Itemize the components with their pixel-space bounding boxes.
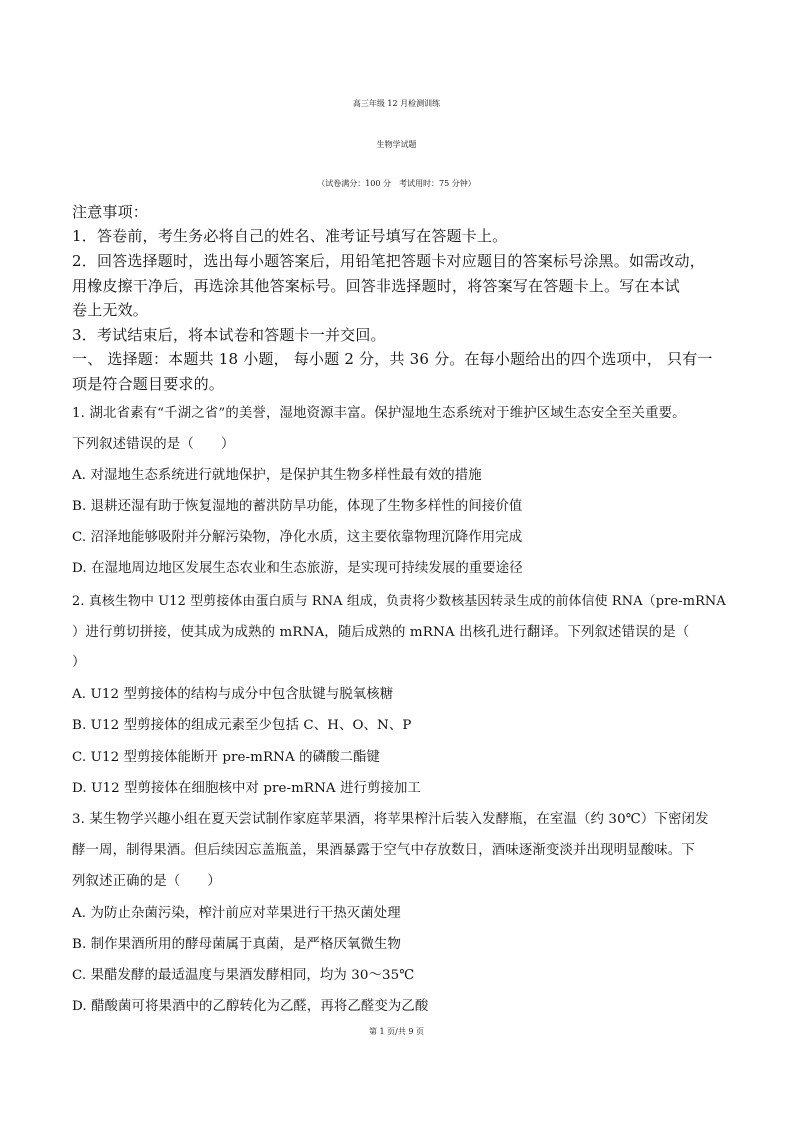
question-stem: 下列叙述错误的是（ ） (72, 437, 235, 452)
question-stem: ）进行剪切拼接，使其成为成熟的 mRNA，随后成熟的 mRNA 出核孔进行翻译。下列叙述错误的是（ (72, 625, 690, 640)
subject-title: 生物学试题 (376, 140, 417, 149)
note-line: 2．回答选择题时，选出每小题答案后，用铅笔把答题卡对应题目的答案标号涂黑。如需改动， (72, 252, 705, 270)
answer-option: B. 制作果酒所用的酵母菌属于真菌，是严格厌氧微生物 (72, 937, 401, 952)
answer-option: C. U12 型剪接体能断开 pre-mRNA 的磷酸二酯键 (72, 750, 381, 765)
question-stem: 3. 某生物学兴趣小组在夏天尝试制作家庭苹果酒，将苹果榨汁后装入发酵瓶，在室温（约 30℃）下密闭发 (72, 812, 709, 827)
answer-option: A. 为防止杂菌污染，榨汁前应对苹果进行干热灭菌处理 (72, 906, 401, 921)
answer-option: B. 退耕还湿有助于恢复湿地的蓄洪防旱功能，体现了生物多样性的间接价值 (72, 499, 523, 514)
notes-heading: 注意事项： (72, 203, 149, 221)
answer-option: D. 醋酸菌可将果酒中的乙醇转化为乙醛，再将乙醛变为乙酸 (72, 999, 429, 1014)
question-stem: 酵一周，制得果酒。但后续因忘盖瓶盖，果酒暴露于空气中存放数日，酒味逐渐变淡并出现明显酸味。下 (72, 843, 695, 858)
section-heading: 一、 选择题：本题共 18 小题， 每小题 2 分，共 36 分。在每小题给出的四个选项中， 只有一 (72, 350, 713, 368)
section-heading: 项是符合题目要求的。 (72, 375, 225, 393)
answer-option: C. 沼泽地能够吸附并分解污染物，净化水质，这主要依靠物理沉降作用完成 (72, 530, 523, 545)
exam-title: 高三年级 12 月检测训练 (352, 99, 441, 108)
question-stem: 2. 真核生物中 U12 型剪接体由蛋白质与 RNA 组成，负责将少数核基因转录生成的前体信使 RNA（pre-mRNA (72, 594, 726, 609)
exam-info: （试卷满分：100 分 考试用时：75 分钟） (317, 179, 476, 188)
answer-option: D. U12 型剪接体在细胞核中对 pre-mRNA 进行剪接加工 (72, 781, 422, 796)
answer-option: D. 在湿地周边地区发展生态农业和生态旅游，是实现可持续发展的重要途径 (72, 561, 523, 576)
note-line: 用橡皮擦干净后，再选涂其他答案标号。回答非选择题时，将答案写在答题卡上。写在本试 (72, 277, 681, 295)
note-line: 1．答卷前，考生务必将自己的姓名、准考证号填写在答题卡上。 (72, 227, 508, 245)
answer-option: A. U12 型剪接体的结构与成分中包含肽键与脱氧核糖 (72, 687, 394, 702)
answer-option: B. U12 型剪接体的组成元素至少包括 C、H、O、N、P (72, 718, 412, 733)
answer-option: A. 对湿地生态系统进行就地保护，是保护其生物多样性最有效的措施 (72, 468, 482, 483)
note-line: 3．考试结束后，将本试卷和答题卡一并交回。 (72, 326, 386, 344)
question-stem: 1. 湖北省素有“千湖之省”的美誉，湿地资源丰富。保护湿地生态系统对于维护区域生态安全至关重要。 (72, 406, 686, 421)
page-number: 第 1 页/共 9 页 (368, 1027, 425, 1036)
answer-option: C. 果醋发酵的最适温度与果酒发酵相同，均为 30～35℃ (72, 968, 415, 983)
note-line: 卷上无效。 (72, 301, 149, 319)
question-stem: 列叙述正确的是（ ） (72, 874, 221, 889)
question-stem: ） (72, 655, 86, 670)
